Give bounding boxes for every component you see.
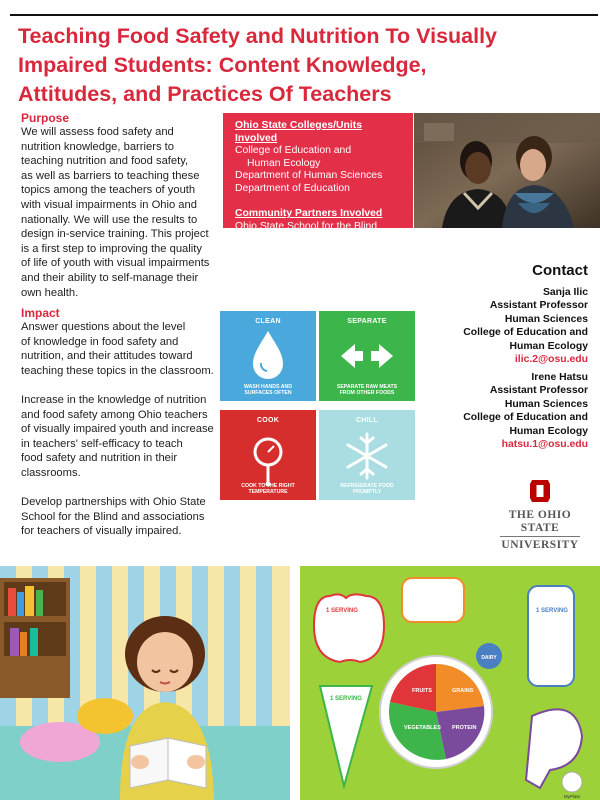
impact-line: food safety and nutrition in their <box>21 452 178 465</box>
university-name-2: UNIVERSITY <box>501 539 579 551</box>
impact-line: Increase in the knowledge of nutrition <box>21 393 207 406</box>
contact-college: College of Education and <box>463 412 588 424</box>
serving-label: 1 SERVING <box>536 608 568 614</box>
tile-caption-line: WASH HANDS AND <box>244 383 292 390</box>
contact-dept: Human Sciences <box>504 313 588 325</box>
title-line: Teaching Food Safety and Nutrition To Visually <box>18 24 498 48</box>
contact-college: College of Education and <box>463 327 588 339</box>
unit-item: Department of Human Sciences <box>235 170 383 182</box>
purpose-line: nutrition knowledge, barriers to <box>21 140 174 153</box>
purpose-line: and their ability to self-manage their <box>21 271 199 284</box>
title-line: Impaired Students: Content Knowledge, <box>18 53 427 77</box>
tile-separate <box>319 311 415 401</box>
tile-caption-line: TEMPERATURE <box>248 488 288 495</box>
tile-caption-line: SURFACES OFTEN <box>244 389 292 396</box>
contact-dept: Human Sciences <box>504 398 588 410</box>
vegetables-label: VEGETABLES <box>404 725 441 731</box>
purpose-heading: Purpose <box>21 111 70 125</box>
tile-label: CLEAN <box>255 318 281 325</box>
unit-item: Human Ecology <box>247 157 321 169</box>
team-photo <box>414 113 600 228</box>
purpose-line: We will assess food safety and <box>21 126 174 138</box>
protein-label: PROTEIN <box>452 725 477 731</box>
top-rule <box>10 14 598 16</box>
partner-item: Ohio State School for the Blind <box>235 220 378 232</box>
myplate-caption: MyPlate <box>563 794 581 799</box>
block-o-icon <box>529 478 551 504</box>
dairy-label: DAIRY <box>481 655 497 661</box>
impact-line: Develop partnerships with Ohio State <box>21 496 206 509</box>
title-line: Attitudes, and Practices Of Teachers <box>18 82 392 106</box>
tile-caption-line: PROMPTLY <box>352 488 382 495</box>
tile-caption <box>323 384 411 396</box>
contact-card <box>398 371 588 451</box>
purpose-line: design in-service training. This project <box>21 228 209 241</box>
poster-title <box>18 22 598 109</box>
impact-line: in teachers' self-efficacy to teach <box>21 437 183 450</box>
impact-heading: Impact <box>21 306 60 320</box>
impact-line: teaching these topics in the classroom. <box>21 364 214 377</box>
purpose-line: topics among the teachers of youth <box>21 184 196 197</box>
tile-caption-line: SEPARATE RAW MEATS <box>336 383 398 390</box>
university-name-1: THE OHIO STATE <box>508 509 572 534</box>
osu-logo <box>490 478 590 552</box>
contact-title: Assistant Professor <box>489 300 588 312</box>
contact-college: Human Ecology <box>509 425 588 437</box>
reading-girl-illustration <box>0 566 290 800</box>
units-heading: Ohio State Colleges/Units Involved <box>235 120 363 144</box>
fruits-label: FRUITS <box>412 688 432 694</box>
impact-line: Answer questions about the level <box>21 321 186 333</box>
purpose-line: is a first step to improving the quality <box>21 242 202 255</box>
serving-label: 1 SERVING <box>330 696 362 702</box>
grains-label: GRAINS <box>452 688 474 694</box>
tile-label: COOK <box>256 417 280 424</box>
contact-card <box>398 286 588 366</box>
contact-heading: Contact <box>532 262 588 279</box>
impact-line: and food safety among Ohio teachers <box>21 408 208 421</box>
impact-text <box>21 320 214 539</box>
purpose-line: as well as barriers to teaching these <box>21 169 200 182</box>
purpose-line: with visual impairments in Ohio and <box>21 198 197 211</box>
tile-label: SEPARATE <box>347 318 387 325</box>
tile-caption-line: COOK TO THE RIGHT <box>241 482 295 489</box>
unit-item: College of Education and <box>235 145 352 157</box>
myplate-illustration <box>300 566 600 800</box>
tile-chill <box>319 410 415 500</box>
tile-clean <box>220 311 316 401</box>
purpose-line: teaching nutrition and food safety, <box>21 155 189 168</box>
tile-caption <box>224 483 312 495</box>
impact-line: of visually impaired youth and increase <box>21 423 214 436</box>
unit-item: Department of Education <box>235 182 350 194</box>
tile-caption <box>323 483 411 495</box>
impact-line: classrooms. <box>21 466 81 479</box>
impact-line: of knowledge in food safety and <box>21 335 179 348</box>
units-box <box>223 113 413 232</box>
contact-college: Human Ecology <box>509 340 588 352</box>
impact-line: for teachers of visually impaired. <box>21 525 182 538</box>
contact-title: Assistant Professor <box>489 385 588 397</box>
tile-caption-line: FROM OTHER FOODS <box>339 389 395 396</box>
purpose-line: of life of youth with visual impairments <box>21 257 210 270</box>
purpose-line: nationally. We will use the results to <box>21 213 198 226</box>
purpose-text <box>21 125 209 300</box>
impact-line: School for the Blind and associations <box>21 510 205 523</box>
contact-email[interactable]: ilic.2@osu.edu <box>514 354 588 366</box>
impact-line: nutrition, and their attitudes toward <box>21 350 193 363</box>
partners-heading: Community Partners Involved <box>235 208 383 220</box>
tile-caption-line: REFRIGERATE FOOD <box>340 482 394 489</box>
contact-email[interactable]: hatsu.1@osu.edu <box>501 439 588 451</box>
purpose-line: own health. <box>21 286 79 299</box>
contact-name: Irene Hatsu <box>531 372 588 383</box>
contact-name: Sanja Ilic <box>542 287 588 298</box>
tile-label: CHILL <box>355 417 379 424</box>
serving-label: 1 SERVING <box>326 608 358 614</box>
tile-caption <box>224 384 312 396</box>
tile-cook <box>220 410 316 500</box>
